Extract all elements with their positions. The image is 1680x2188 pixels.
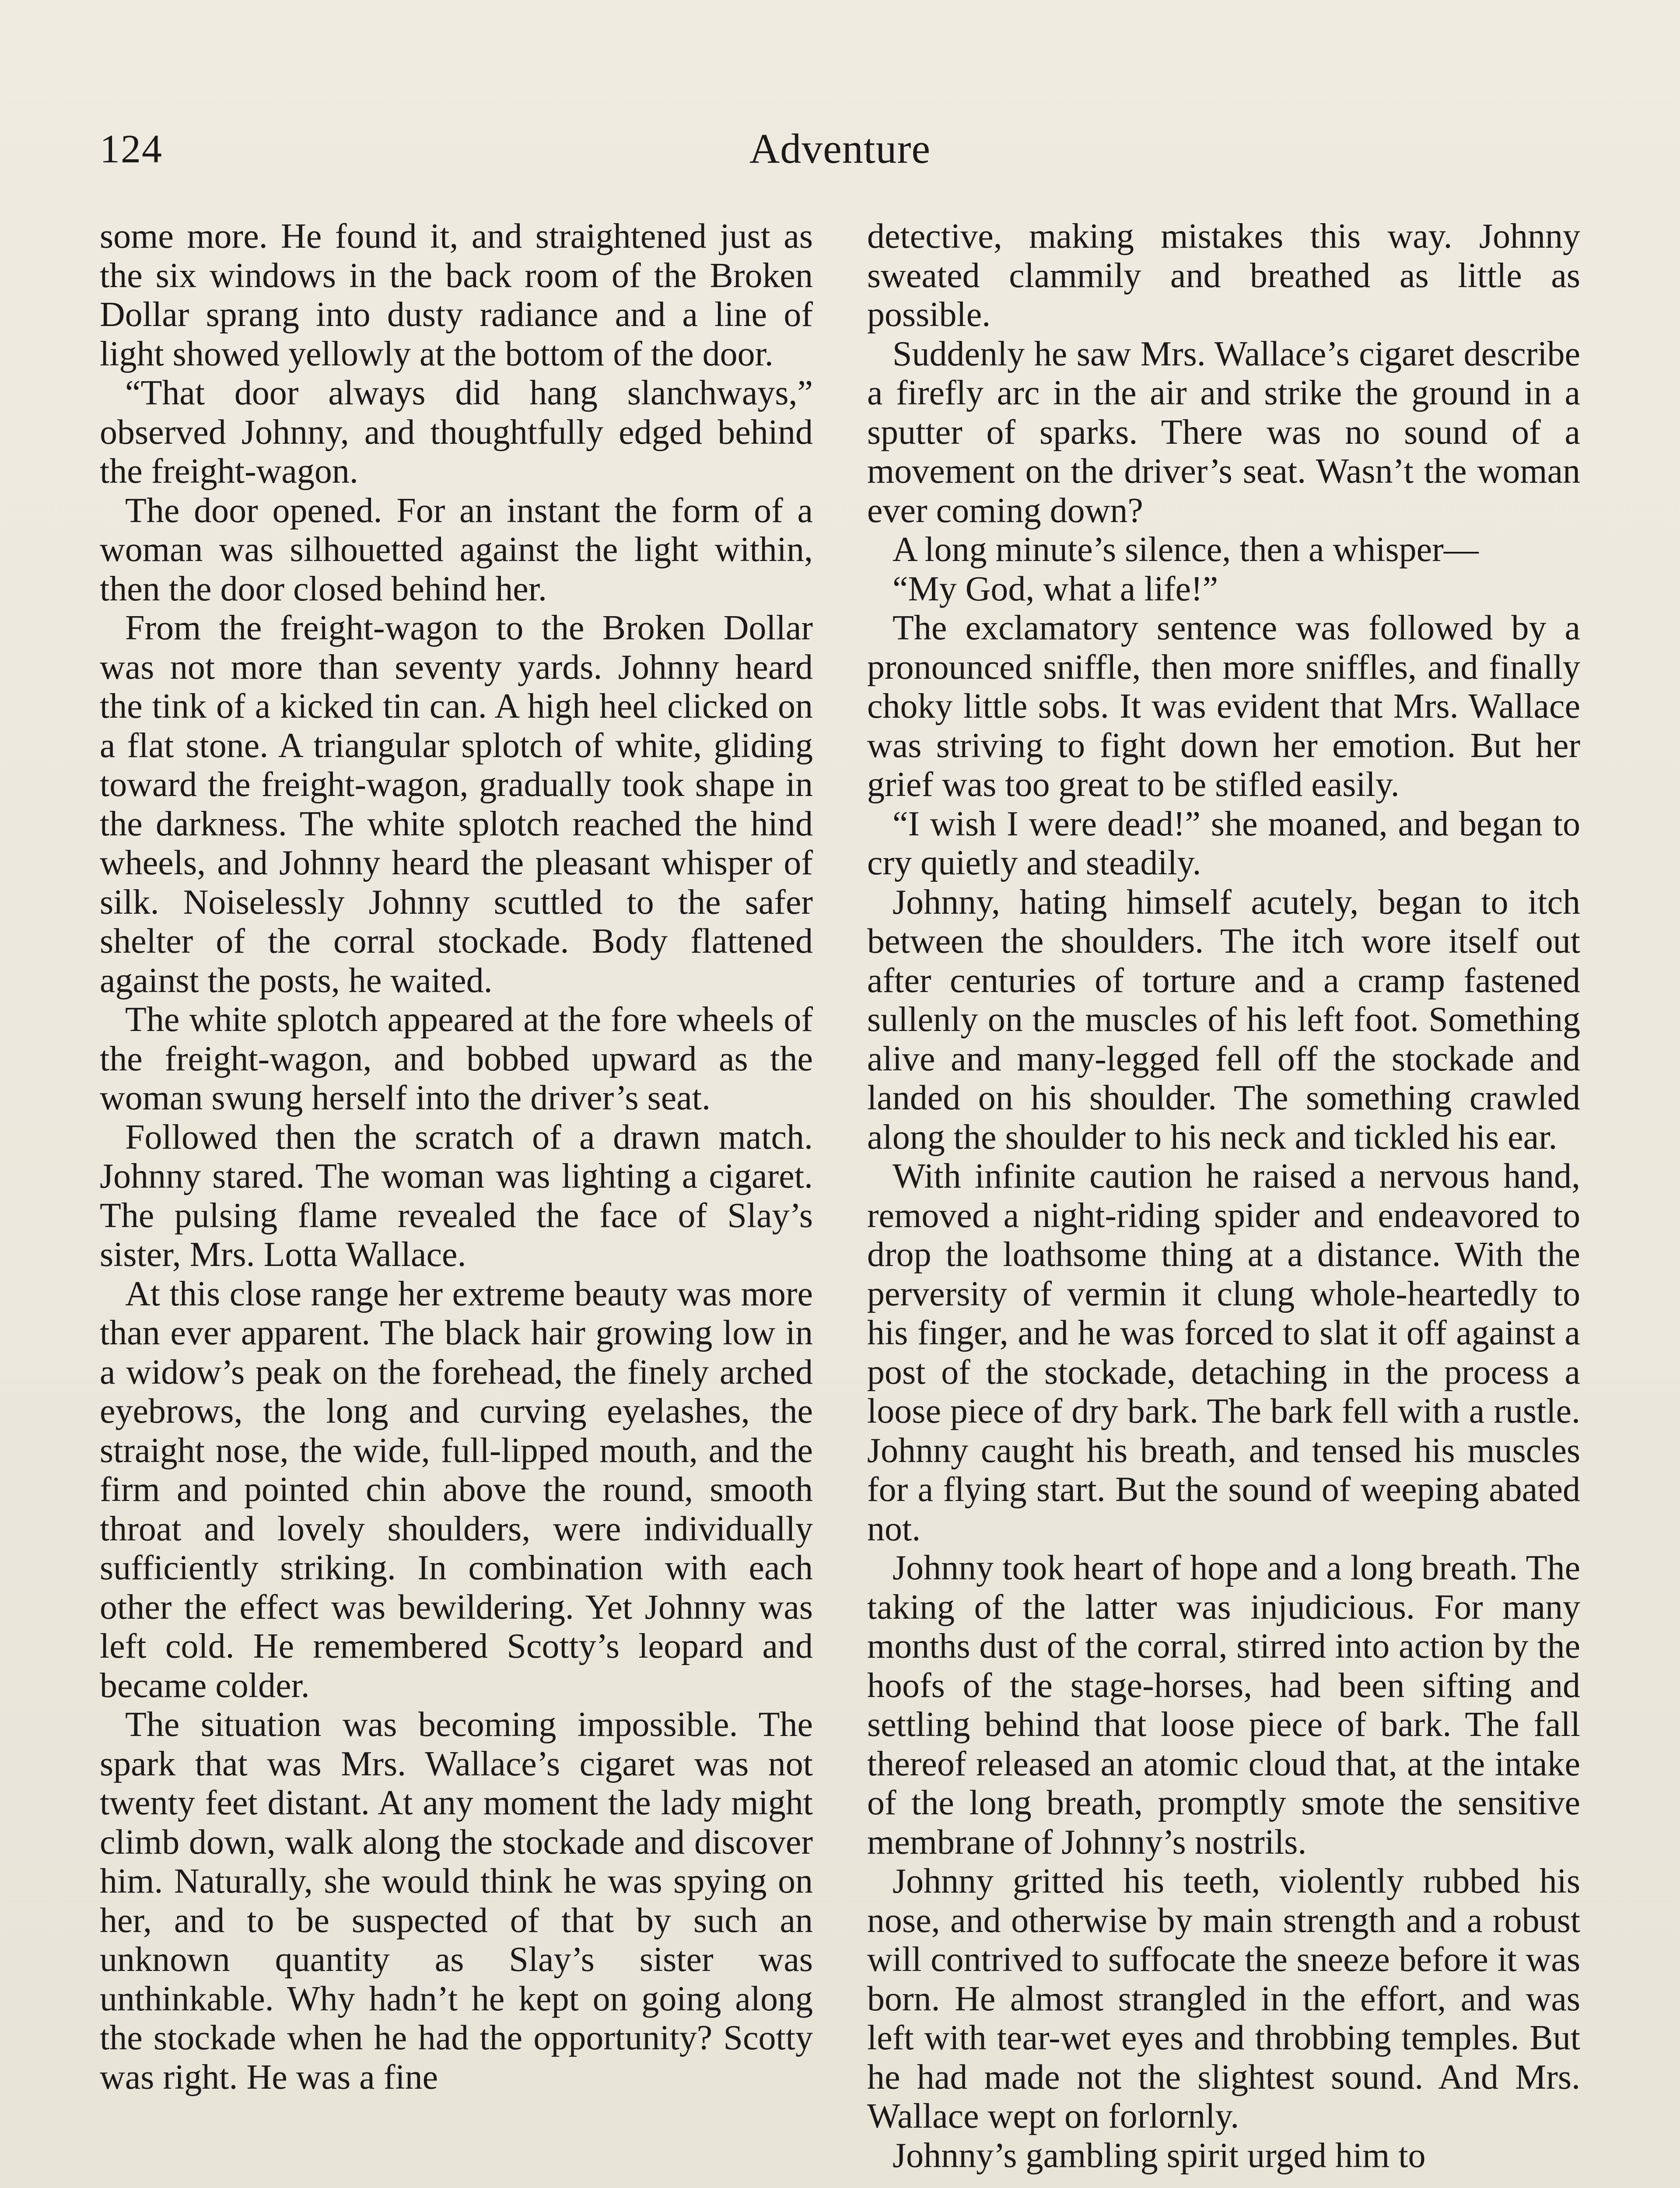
paragraph: “My God, what a life!” <box>892 569 1218 608</box>
paragraph: At this close range her extreme beauty was more than ever apparent. The black hair growing low in a widow’s peak on the forehead, the finely arched eyebrows, the long and curving eyelashes, the straight nose, the wide, full-lipped mouth, and the firm and pointed chin above the round, smooth throat and lovely shoulders, were individually sufficiently striking. In combination with each other the effect was bewildering. Yet Johnny was left cold. He remembered Scotty’s leopard and became colder. <box>100 1274 813 1705</box>
paragraph: The situation was becoming impossible. The spark that was Mrs. Wallace’s cigaret was not twenty feet distant. At any moment the lady might climb down, walk along the stockade and discover him. Naturally, she would think he was spying on her, and to be suspected of that by such an unknown quantity as Slay’s sister was unthinkable. Why hadn’t he kept on going along the stockade when he had the opportunity? Scotty was right. He was a fine <box>100 1705 813 2097</box>
paragraph: “That door always did hang slanchways,” observed Johnny, and thoughtfully edged behind the freight-wagon. <box>100 374 813 491</box>
paragraph: The exclamatory sentence was followed by a pronounced sniffle, then more sniffles, and finally choky little sobs. It was evident that Mrs. Wallace was striving to fight down her emotion. But her grief was too great to be stifled easily. <box>867 609 1580 804</box>
paragraph: Johnny, hating himself acutely, began to itch between the shoulders. The itch wore itself out after centuries of torture and a cramp fastened sullenly on the muscles of his left foot. Something alive and many-legged fell off the stockade and landed on his shoulder. The something crawled along the shoulder to his neck and tickled his ear. <box>867 883 1580 1157</box>
paragraph: detective, making mistakes this way. Johnny sweated clammily and breathed as little as possible. <box>867 217 1580 334</box>
paragraph: Johnny took heart of hope and a long breath. The taking of the latter was injudicious. For many months dust of the corral, stirred into action by the hoofs of the stage-horses, had been sifting and settling behind that loose piece of bark. The fall thereof released an atomic cloud that, at the intake of the long breath, promptly smote the sensitive membrane of Johnny’s nostrils. <box>867 1549 1580 1862</box>
text-columns <box>100 217 1580 2188</box>
paragraph: Johnny gritted his teeth, violently rubbed his nose, and otherwise by main strength and a robust will contrived to suffocate the sneeze before it was born. He almost strangled in the effort, and was left with tear-wet eyes and throbbing temples. But he had made not the slightest sound. And Mrs. Wallace wept on forlornly. <box>867 1862 1580 2135</box>
page-number: 124 <box>100 126 163 171</box>
paragraph: The white splotch appeared at the fore wheels of the freight-wagon, and bobbed upward as the woman swung herself into the driver’s seat. <box>100 1000 813 1117</box>
paragraph: Johnny’s gambling spirit urged him to <box>892 2136 1426 2175</box>
paragraph: The door opened. For an instant the form of a woman was silhouetted against the light within, then the door closed behind her. <box>100 491 813 608</box>
paragraph: Followed then the scratch of a drawn match. Johnny stared. The woman was lighting a cigaret. The pulsing flame revealed the face of Slay’s sister, Mrs. Lotta Wallace. <box>100 1118 813 1274</box>
paragraph: A long minute’s silence, then a whisper— <box>892 530 1479 569</box>
paragraph: Suddenly he saw Mrs. Wallace’s cigaret describe a firefly arc in the air and strike the ground in a sputter of sparks. There was no sound of a movement on the driver’s seat. Wasn’t the woman ever coming down? <box>867 334 1580 530</box>
paragraph: With infinite caution he raised a nervous hand, removed a night-riding spider and endeavored to drop the loathsome thing at a distance. With the perversity of vermin it clung whole-heartedly to his finger, and he was forced to slat it off against a post of the stockade, detaching in the process a loose piece of dry bark. The bark fell with a rustle. Johnny caught his breath, and tensed his muscles for a flying start. But the sound of weeping abated not. <box>867 1157 1580 1548</box>
page-header <box>0 123 1680 184</box>
running-title: Adventure <box>749 125 931 172</box>
paragraph: some more. He found it, and straightened just as the six windows in the back room of the Broken Dollar sprang into dusty radiance and a line of light showed yellowly at the bottom of the door. <box>100 217 813 373</box>
left-column <box>100 217 813 2188</box>
paragraph: “I wish I were dead!” she moaned, and began to cry quietly and steadily. <box>867 804 1580 882</box>
paragraph: From the freight-wagon to the Broken Dollar was not more than seventy yards. Johnny heard the tink of a kicked tin can. A high heel clicked on a flat stone. A triangular splotch of white, gliding toward the freight-wagon, gradually took shape in the darkness. The white splotch reached the hind wheels, and Johnny heard the pleasant whisper of silk. Noiselessly Johnny scuttled to the safer shelter of the corral stockade. Body flattened against the posts, he waited. <box>100 609 813 1000</box>
right-column <box>867 217 1580 2188</box>
